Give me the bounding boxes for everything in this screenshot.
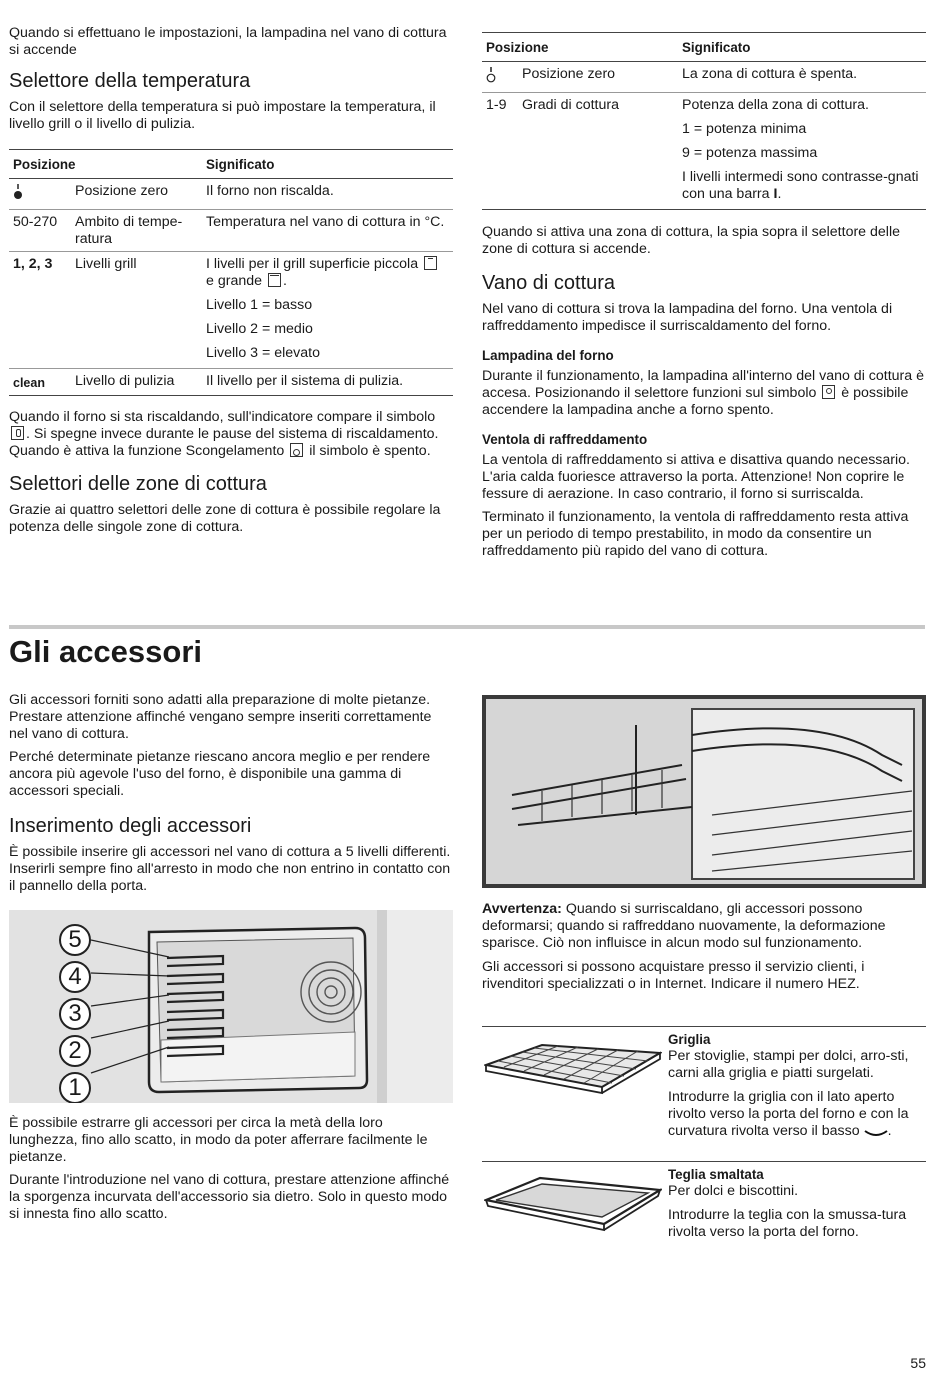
intro-lamp-text: Quando si effettuano le impostazioni, la lampadina nel vano di cottura si accende <box>9 25 447 58</box>
fan-text-2: Terminato il funzionamento, la ventola di raffreddamento resta attiva per un periodo di tempo prestabilito, in modo da consentire un raffreddamento più rapido del vano di cottura. <box>482 509 909 559</box>
row-meaning: Temperatura nel vano di cottura in °C. <box>202 210 453 252</box>
zones-selector-text: Grazie ai quattro selettori delle zone di cottura è possibile regolare la potenza delle singole zone di cottura. <box>9 502 441 535</box>
left-column-top <box>9 25 453 542</box>
row-position: clean <box>9 369 71 396</box>
vano-text: Nel vano di cottura si trova la lampadina del forno. Una ventola di raffreddamento impedisce il surriscaldamento del forno. <box>482 301 893 334</box>
oven-levels-illustration <box>9 910 453 1103</box>
temp-selector-text: Con il selettore della temperatura si può impostare la temperatura, il livello grill o il livello di pulizia. <box>9 99 436 132</box>
level-label: 4 <box>59 961 91 993</box>
defrost-icon <box>290 443 303 457</box>
row-position: 1, 2, 3 <box>9 252 71 369</box>
zone-note-text: Quando si attiva una zona di cottura, la spia sopra il selettore delle zone di cottura si accende. <box>482 224 900 257</box>
heating-indicator-text: Quando il forno si sta riscaldando, sull'indicatore compare il simbolo . Si spegne invece durante le pause del sistema di riscaldamento. Quando è attiva la funzione Scongelamento il simbolo è spento. <box>9 409 439 459</box>
grill-level-2: Livello 2 = medio <box>206 321 313 337</box>
fan-heading: Ventola di raffreddamento <box>482 432 648 447</box>
level-label: 2 <box>59 1035 91 1067</box>
intermediate-levels: I livelli intermedi sono contrasse-gnati con una barra <box>682 169 919 202</box>
grill-small-icon <box>424 256 437 270</box>
table-header-position: Posizione <box>9 150 202 179</box>
griglia-title: Griglia <box>668 1032 711 1047</box>
row-meaning: Il livello per il sistema di pulizia. <box>202 369 453 396</box>
vano-heading: Vano di cottura <box>482 272 616 294</box>
section-divider <box>9 625 925 629</box>
warning-text: Avvertenza: Quando si surriscaldano, gli accessori possono deformarsi; quando si raffreddano nuovamente, la deformazione sparisce. Ciò non influisce in alcun modo sul funzionamento. <box>482 901 886 951</box>
table-row: 1, 2, 3 Livelli grill I livelli per il grill superficie piccola e grande . Livello 1 = basso Livello 2 = medio Livello 3 = elevato <box>9 252 453 369</box>
accessories-title: Gli accessori <box>9 634 203 669</box>
baking-tray-icon <box>484 1172 662 1234</box>
teglia-instruction: Introdurre la teglia con la smussa-tura rivolta verso la porta del forno. <box>668 1207 907 1240</box>
row-name: Posizione zero <box>518 62 678 93</box>
power-max: 9 = potenza massima <box>682 145 818 161</box>
table-header-position: Posizione <box>482 33 678 62</box>
level-label: 1 <box>59 1072 91 1103</box>
table-header-meaning: Significato <box>678 33 926 62</box>
insertion-heading: Inserimento degli accessori <box>9 815 252 837</box>
row-name: Ambito di tempe-ratura <box>71 210 202 252</box>
table-row <box>9 369 453 396</box>
accessory-item-teglia <box>482 1161 926 1252</box>
table-row: 1-9 Gradi di cottura Potenza della zona di cottura. 1 = potenza minima 9 = potenza massima I livelli intermedi sono contrasse-gnati con una barra I. <box>482 93 926 210</box>
accessory-item-griglia <box>482 1026 926 1161</box>
row-position: 1-9 <box>482 93 518 210</box>
row-meaning: I livelli per il grill superficie piccola <box>206 256 419 272</box>
insertion-text: È possibile inserire gli accessori nel vano di cottura a 5 livelli differenti. Inserirli sempre fino all'arresto in modo che non entrino in contatto con il pannello della porta. <box>9 844 451 894</box>
fan-text: La ventola di raffreddamento si attiva e disattiva quando necessario. L'aria calda fuoriesce attraverso la porta. Attenzione! Non coprire le fessure di aerazione. In caso contrario, il forno si surriscalda. <box>482 452 910 502</box>
rack-detail-illustration <box>482 695 926 888</box>
temp-selector-heading: Selettore della temperatura <box>9 70 251 92</box>
table-row <box>9 210 453 252</box>
page-number: 55 <box>910 1355 926 1371</box>
teglia-title: Teglia smaltata <box>668 1167 764 1182</box>
accessories-intro-1: Gli accessori forniti sono adatti alla preparazione di molte pietanze. Prestare attenzione affinché vengano sempre inseriti correttamente nel vano di cottura. <box>9 692 432 742</box>
row-meaning: Il forno non riscalda. <box>202 179 453 210</box>
level-label: 5 <box>59 924 91 956</box>
row-name: Livello di pulizia <box>71 369 202 396</box>
curve-down-icon <box>864 1129 888 1139</box>
row-name: Livelli grill <box>71 252 202 369</box>
row-name: Gradi di cottura <box>518 93 678 210</box>
right-column-top <box>482 32 926 566</box>
griglia-description: Per stoviglie, stampi per dolci, arro-sti, carni alla griglia e piatti surgelati. <box>668 1048 909 1081</box>
grill-large-icon <box>268 273 281 287</box>
temperature-table <box>9 149 453 396</box>
grill-level-1: Livello 1 = basso <box>206 297 313 313</box>
wire-rack-icon <box>484 1037 662 1097</box>
level-label: 3 <box>59 998 91 1030</box>
extract-text: È possibile estrarre gli accessori per circa la metà della loro lunghezza, fino allo scatto, in modo da poter afferrare facilmente le pietanze. <box>9 1115 428 1165</box>
table-header-meaning: Significato <box>202 150 453 179</box>
accessories-intro-2: Perché determinate pietanze riescano ancora meglio e per rendere ancora più agevole l'uso del forno, è disponibile una gamma di accessori speciali. <box>9 749 431 799</box>
teglia-description: Per dolci e biscottini. <box>668 1183 799 1199</box>
level-markers <box>59 924 93 1103</box>
zero-position-circle-icon <box>486 66 498 84</box>
row-position: 50-270 <box>9 210 71 252</box>
row-meaning: Potenza della zona di cottura. <box>682 97 869 113</box>
lamp-heading: Lampadina del forno <box>482 348 614 363</box>
row-meaning: La zona di cottura è spenta. <box>678 62 926 93</box>
cooking-zone-table <box>482 32 926 210</box>
zones-selector-heading: Selettori delle zone di cottura <box>9 473 267 495</box>
zero-position-dot-icon <box>13 183 25 201</box>
thermometer-icon <box>11 426 24 440</box>
griglia-instruction: Introdurre la griglia con il lato aperto rivolto verso la porta del forno e con la curvatura rivolta verso il basso . <box>668 1089 909 1139</box>
lamp-text: Durante il funzionamento, la lampadina all'interno del vano di cottura è accesa. Posizionando il selettore funzioni sul simbolo è possibile accendere la lampadina anche a forno spento. <box>482 368 925 418</box>
grill-level-3: Livello 3 = elevato <box>206 345 320 361</box>
table-row <box>9 179 453 210</box>
warning-label: Avvertenza: <box>482 901 562 917</box>
table-row <box>482 62 926 93</box>
lamp-icon <box>822 385 835 399</box>
insert-direction-text: Durante l'introduzione nel vano di cottura, prestare attenzione affinché la sporgenza incurvata dell'accessorio sia dietro. Solo in questo modo si innesta fino allo scatto. <box>9 1172 450 1222</box>
row-name: Posizione zero <box>71 179 202 210</box>
purchase-text: Gli accessori si possono acquistare presso il servizio clienti, i rivenditori specializzati o in Internet. Indicare il numero HEZ. <box>482 959 865 992</box>
bar-symbol: I <box>773 186 778 202</box>
accessories-left-column <box>9 692 453 901</box>
power-min: 1 = potenza minima <box>682 121 807 137</box>
rack-rails-drawing <box>482 695 926 888</box>
